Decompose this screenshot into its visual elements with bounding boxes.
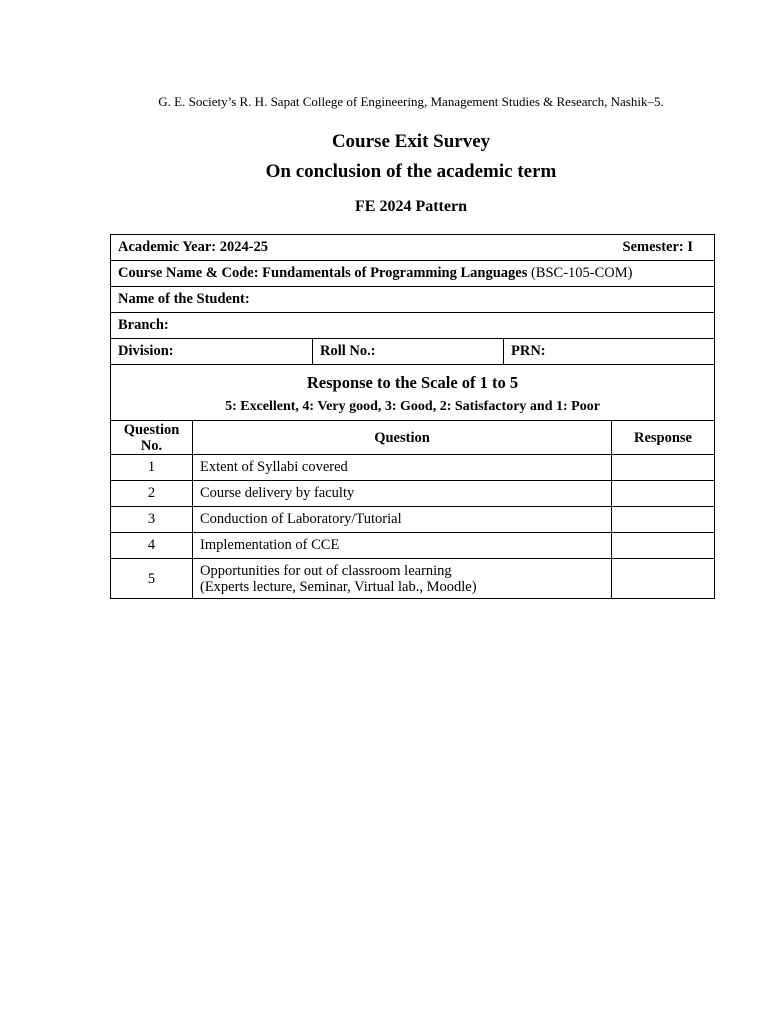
survey-table [110,234,715,599]
semester: Semester: I [622,239,693,255]
question-text-line1: Opportunities for out of classroom learning [200,562,452,579]
roll-no-field[interactable]: Roll No.: [313,339,504,365]
response-cell[interactable] [612,533,715,559]
course-code: (BSC-105-COM) [527,265,633,281]
response-cell[interactable] [612,481,715,507]
qno-header [111,421,193,455]
question-number: 2 [111,481,193,507]
table-row [111,507,715,533]
qno-header-line1: Question [123,421,180,438]
branch-row [111,313,715,339]
response-cell[interactable] [612,559,715,599]
response-cell[interactable] [612,455,715,481]
scale-row [111,365,715,421]
question-text: Course delivery by faculty [193,481,612,507]
response-cell[interactable] [612,507,715,533]
table-row [111,559,715,599]
scale-title: Response to the Scale of 1 to 5 [306,372,519,392]
course-name: Course Name & Code: Fundamentals of Programming Languages [118,265,528,281]
question-text-line2: (Experts lecture, Seminar, Virtual lab., Moodle) [200,578,477,595]
academic-year-row [111,235,715,261]
question-number: 3 [111,507,193,533]
question-text [193,559,612,599]
question-text: Conduction of Laboratory/Tutorial [193,507,612,533]
prn-field[interactable]: PRN: [504,339,715,365]
column-header-row [111,421,715,455]
division-field[interactable]: Division: [111,339,313,365]
student-name-field[interactable]: Name of the Student: [111,287,715,313]
student-row [111,287,715,313]
question-number: 5 [111,559,193,599]
pattern-label: FE 2024 Pattern [355,198,467,215]
scale-legend: 5: Excellent, 4: Very good, 3: Good, 2: Satisfactory and 1: Poor [225,398,600,414]
academic-year: Academic Year: 2024-25 [118,239,269,255]
qno-header-line2: No. [140,437,163,454]
question-text: Extent of Syllabi covered [193,455,612,481]
survey-subtitle: On conclusion of the academic term [265,161,557,182]
question-header: Question [193,421,612,455]
table-row [111,533,715,559]
survey-title: Course Exit Survey [331,131,491,152]
question-number: 4 [111,533,193,559]
table-row [111,455,715,481]
course-row [111,261,715,287]
table-row [111,481,715,507]
question-text: Implementation of CCE [193,533,612,559]
response-header: Response [612,421,715,455]
question-number: 1 [111,455,193,481]
branch-field[interactable]: Branch: [111,313,715,339]
division-row [111,339,715,365]
college-name: G. E. Society’s R. H. Sapat College of Engineering, Management Studies & Research, Nashik–5. [158,94,664,109]
